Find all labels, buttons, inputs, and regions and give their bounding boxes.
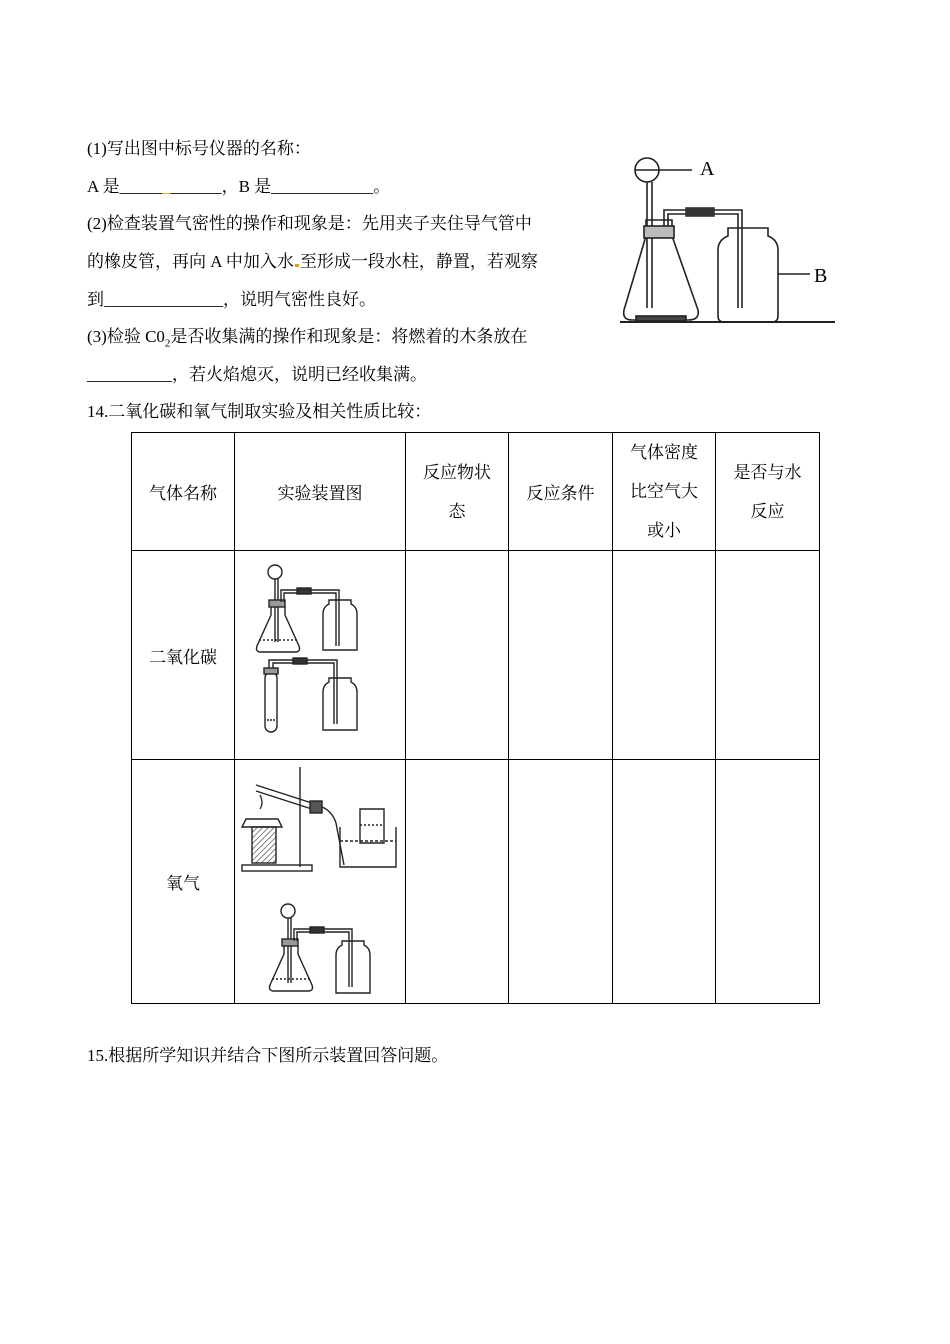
q13-part3-line1: [87, 327, 527, 353]
header-state: 反应物状 态: [406, 433, 509, 551]
orange-dot: [295, 264, 299, 267]
table-row: [132, 760, 820, 1004]
o2-density-cell[interactable]: [613, 760, 716, 1004]
o2-apparatus-cell: [235, 760, 406, 1004]
rubber-tube: [686, 208, 714, 216]
header-water: 是否与水 反应: [716, 433, 820, 551]
gas-name-co2: 二氧化碳: [132, 551, 235, 760]
label-a: A: [700, 158, 715, 180]
gas-jar: [718, 228, 778, 322]
co2-apparatus-figure: [255, 560, 385, 750]
co2-apparatus-cell: [235, 551, 406, 760]
gas-generator-figure: [620, 148, 835, 330]
table-header-row: [132, 433, 820, 551]
o2-condition-cell[interactable]: [509, 760, 613, 1004]
co2-water-cell[interactable]: [716, 551, 820, 760]
answer-b-blank[interactable]: ______，B 是____________。: [170, 177, 391, 196]
q13-part3-line2[interactable]: __________，若火焰熄灭，说明已经收集满。: [87, 365, 427, 384]
gas-name-o2: 氧气: [132, 760, 235, 1004]
q13-part2-line3[interactable]: 到______________，说明气密性良好。: [87, 290, 376, 309]
stopper: [644, 226, 674, 238]
q13-part2-line2b: 至形成一段水柱，静置，若观察: [299, 252, 538, 271]
co2-condition-cell[interactable]: [509, 551, 613, 760]
q15-title: 15.根据所学知识并结合下图所示装置回答问题。: [87, 1046, 449, 1065]
q13-part2-line2a: 的橡皮管，再向 A 中加入水: [87, 252, 294, 271]
comparison-table: [131, 432, 820, 1004]
o2-state-cell[interactable]: [406, 760, 509, 1004]
label-b: B: [814, 265, 828, 287]
answer-a-blank[interactable]: A 是_____: [87, 177, 163, 196]
q13-part1-answers: [87, 177, 390, 197]
co2-state-cell[interactable]: [406, 551, 509, 760]
q13-part3-b: 是否收集满的操作和现象是：将燃着的木条放在: [170, 327, 528, 346]
q13-part2-line1: (2)检查装置气密性的操作和现象是：先用夹子夹住导气管中: [87, 214, 532, 233]
header-gas-name: 气体名称: [132, 433, 235, 551]
header-apparatus: 实验装置图: [235, 433, 406, 551]
q13-part1: (1)写出图中标号仪器的名称：: [87, 139, 311, 158]
q14-title: 14.二氧化碳和氧气制取实验及相关性质比较：: [87, 402, 432, 421]
table-row: [132, 551, 820, 760]
orange-mark: _: [162, 177, 171, 196]
subscript-2: 2: [164, 337, 171, 350]
q13-part2-line2: [87, 252, 538, 272]
header-condition: 反应条件: [509, 433, 613, 551]
q13-part3-a: (3)检验 C0: [87, 327, 165, 346]
o2-water-cell[interactable]: [716, 760, 820, 1004]
co2-density-cell[interactable]: [613, 551, 716, 760]
o2-apparatus-figure: [240, 765, 400, 999]
header-density: 气体密度 比空气大 或小: [613, 433, 716, 551]
